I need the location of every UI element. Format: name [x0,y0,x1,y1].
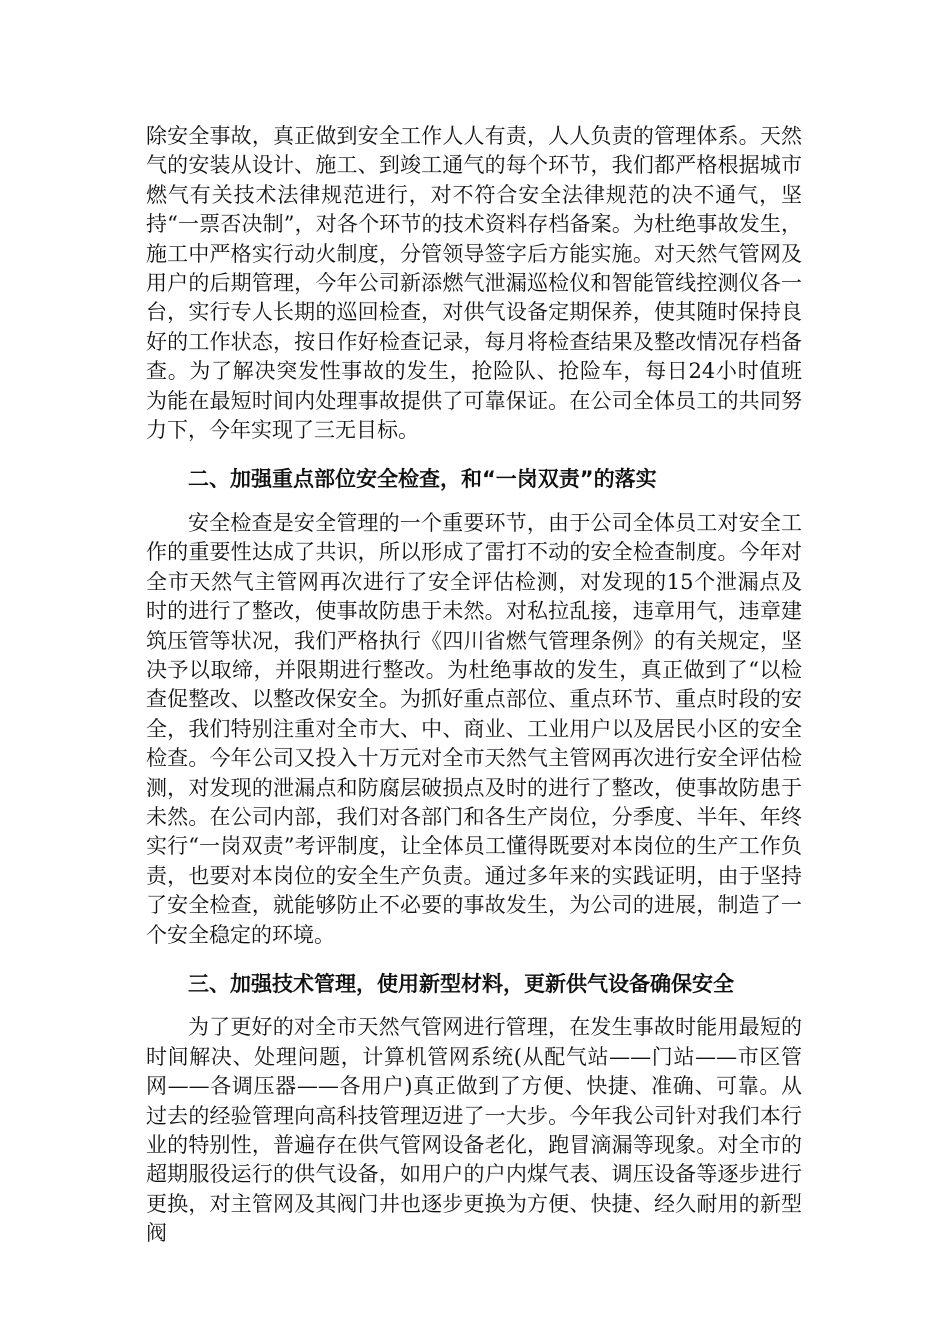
paragraph-technical-management: 为了更好的对全市天然气管网进行管理，在发生事故时能用最短的时间解决、处理问题，计算机管网系统(从配气站——门站——市区管网——各调压器——各用户)真正做到了方便、快捷、准确、可靠。从过去的经验管理向高科技管理迈进了一大步。今年我公司针对我们本行业的特别性，普遍存在供气管网设备老化，跑冒滴漏等现象。对全市的超期服役运行的供气设备，如用户的户内煤气表、调压设备等逐步进行更换，对主管网及其阀门井也逐步更换为方便、快捷、经久耐用的新型阀 [146,1015,802,1246]
paragraph-safety-inspection: 安全检查是安全管理的一个重要环节，由于公司全体员工对安全工作的重要性达成了共识，所以形成了雷打不动的安全检查制度。今年对全市天然气主管网再次进行了安全评估检测，对发现的15个泄漏点及时的进行了整改，使事故防患于未然。对私拉乱接，违章用气，违章建筑压管等状况，我们严格执行《四川省燃气管理条例》的有关规定，坚决予以取缔，并限期进行整改。为杜绝事故的发生，真正做到了“以检查促整改、以整改保安全。为抓好重点部位、重点环节、重点时段的安全，我们特别注重对全市大、中、商业、工业用户以及居民小区的安全检查。今年公司又投入十万元对全市天然气主管网再次进行安全评估检测，对发现的泄漏点和防腐层破损点及时的进行了整改，使事故防患于未然。在公司内部，我们对各部门和各生产岗位，分季度、半年、年终实行“一岗双责”考评制度，让全体员工懂得既要对本岗位的生产工作负责，也要对本岗位的安全生产负责。通过多年来的实践证明，由于坚持了安全检查，就能够防止不必要的事故发生，为公司的进展，制造了一个安全稳定的环境。 [146,510,802,947]
document-page [146,122,802,1249]
paragraph-safety-management: 除安全事故，真正做到安全工作人人有责，人人负责的管理体系。天然气的安装从设计、施工、到竣工通气的每个环节，我们都严格根据城市燃气有关技术法律规范进行，对不符合安全法律规范的决不通气，坚持“一票否决制”，对各个环节的技术资料存档备案。为杜绝事故发生，施工中严格实行动火制度，分管领导签字后方能实施。对天然气管网及用户的后期管理，今年公司新添燃气泄漏巡检仪和智能管线控测仪各一台，实行专人长期的巡回检查，对供气设备定期保养，使其随时保持良好的工作状态，按日作好检查记录，每月将检查结果及整改情况存档备查。为了解决突发性事故的发生，抢险队、抢险车，每日24小时值班为能在最短时间内处理事故提供了可靠保证。在公司全体员工的共同努力下，今年实现了三无目标。 [146,124,802,443]
section-heading-2: 二、加强重点部位安全检查，和“一岗双责”的落实 [188,467,657,492]
section-heading-3: 三、加强技术管理，使用新型材料，更新供气设备确保安全 [188,971,734,996]
